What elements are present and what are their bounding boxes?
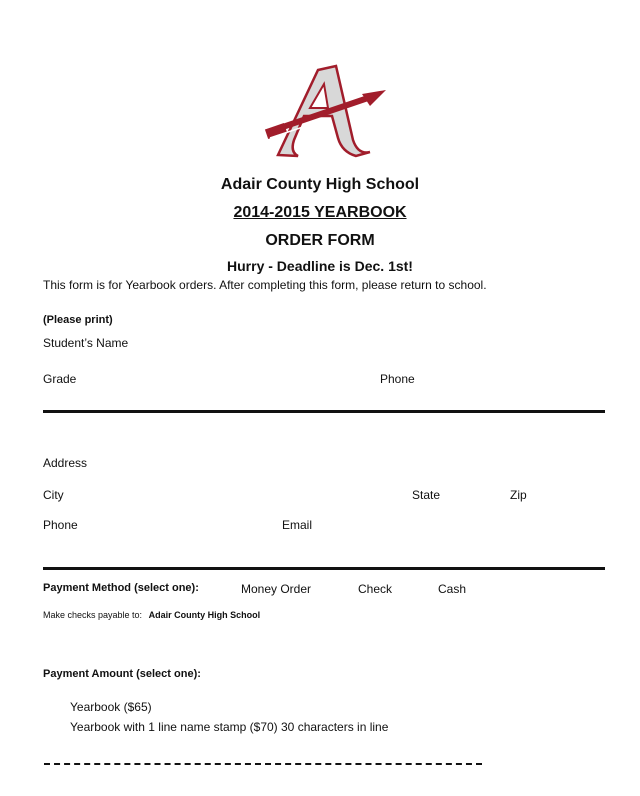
form-title: ORDER FORM	[265, 232, 375, 249]
phone2-field[interactable]	[80, 518, 276, 529]
payment-amount-label: Payment Amount (select one):	[43, 668, 201, 680]
please-print-label: (Please print)	[43, 314, 113, 326]
grade-label: Grade	[43, 372, 77, 386]
phone2-label: Phone	[43, 518, 78, 532]
option-money-order[interactable]: Money Order	[241, 582, 312, 596]
grade-field[interactable]	[80, 372, 378, 383]
payable-to: Adair County High School	[148, 610, 261, 620]
phone-number-field[interactable]	[446, 372, 598, 383]
school-logo	[258, 60, 388, 160]
phone-area-code-field[interactable]	[417, 372, 441, 383]
cut-line	[44, 763, 482, 765]
phone-label: Phone	[380, 372, 415, 386]
payable-note	[43, 610, 260, 620]
zip-field[interactable]	[530, 488, 600, 499]
amount-yearbook-stamp: Yearbook with 1 line name stamp ($70) 30 characters in line	[70, 720, 389, 734]
option-check[interactable]: Check	[358, 582, 393, 596]
yearbook-title: 2014-2015 YEARBOOK	[233, 204, 407, 221]
payment-method-label: Payment Method (select one):	[43, 582, 199, 594]
zip-label: Zip	[510, 488, 527, 502]
email-field[interactable]	[316, 518, 600, 529]
email-label: Email	[282, 518, 313, 532]
amount-yearbook-check[interactable]	[43, 700, 65, 711]
deadline-notice: Hurry - Deadline is Dec. 1st!	[227, 258, 413, 274]
state-field[interactable]	[443, 488, 499, 499]
option-cash[interactable]: Cash	[438, 582, 467, 596]
intro-text: This form is for Yearbook orders. After completing this form, please return to school.	[43, 278, 487, 292]
payable-prefix: Make checks payable to:	[43, 610, 143, 620]
student-name-field[interactable]	[130, 336, 596, 347]
city-label: City	[43, 488, 64, 502]
address-label: Address	[43, 456, 88, 470]
section-divider	[43, 567, 605, 570]
state-label: State	[412, 488, 441, 502]
student-name-label: Student’s Name	[43, 336, 129, 350]
address-field[interactable]	[90, 456, 600, 467]
amount-stamp-check[interactable]	[43, 720, 65, 731]
school-name: Adair County High School	[220, 176, 420, 193]
section-divider	[43, 410, 605, 413]
amount-yearbook: Yearbook ($65)	[70, 700, 152, 714]
city-field[interactable]	[68, 488, 406, 499]
